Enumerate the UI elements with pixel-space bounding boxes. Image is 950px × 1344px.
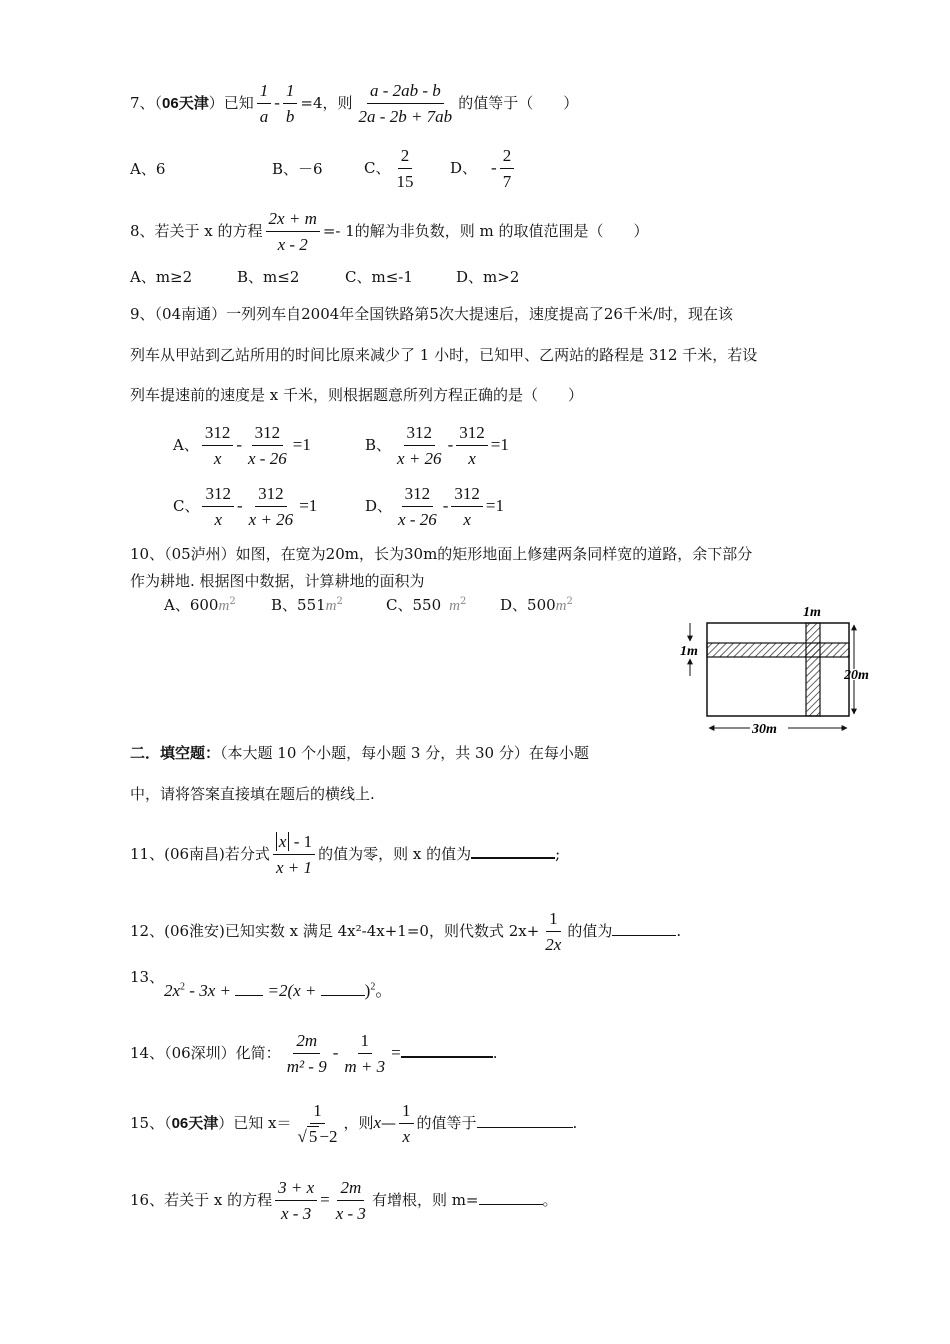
q8-option-c[interactable]: C、m≤-1: [345, 268, 413, 286]
fraction: $\frac{312}{x}$: [451, 483, 483, 531]
source-tag: 06天津: [162, 94, 209, 112]
q9-option-d[interactable]: D、 $\frac{312}{x - 26}$ - $\frac{312}{x}$ =1: [365, 484, 505, 530]
question-9-line-1: 9、（04南通）一列列车自2004年全国铁路第5次大提速后，速度提高了26千米/时，现在该: [130, 305, 733, 323]
top-width-label: 1m: [803, 605, 821, 620]
fraction: $\frac{312}{x + 26}$: [248, 484, 294, 530]
fraction: $\frac{x - 1}{x + 1}$: [273, 831, 315, 879]
q9-option-a[interactable]: A、 $\frac{312}{x}$ - $\frac{312}{x - 26}$ =1: [173, 423, 311, 469]
answer-blank[interactable]: [471, 857, 555, 859]
question-13-expr: $2x^2 - 3x + =2(x + )^2$。: [164, 981, 393, 1000]
q7-option-a[interactable]: A、6: [130, 160, 166, 178]
q7-option-b[interactable]: B、－6: [272, 160, 323, 178]
length-label: 30m: [752, 722, 777, 737]
fraction: $\frac{312}{x}$: [202, 483, 234, 531]
left-width-label: 1m: [680, 644, 698, 659]
q10-option-c[interactable]: C、550 $m^2$: [386, 596, 467, 614]
source-tag: 06天津: [171, 1114, 219, 1132]
fraction: $\frac{312}{x}$: [456, 422, 488, 470]
fraction: $\frac{1}{m + 3}$: [344, 1031, 386, 1077]
question-13-label: 13、: [130, 968, 165, 986]
q9-option-b[interactable]: B、 $\frac{312}{x + 26}$ - $\frac{312}{x}$ =1: [365, 423, 509, 469]
question-9-line-2: 列车从甲站到乙站所用的时间比原来减少了 1 小时，已知甲、乙两站的路程是 312 千米，若设: [130, 346, 758, 364]
question-15: 15、（06天津）已知 x＝ $\frac{1}{√ 5 -2}$ ，则x— $\frac{1}{x}$ 的值等于 .: [130, 1101, 578, 1147]
fraction: $\frac{2x + m}{x - 2}$: [266, 208, 320, 256]
question-7: 7、（06天津）已知 $\frac{1}{a}$ - $\frac{1}{b}$ =4，则 $\frac{a - 2ab - b}{2a - 2b + 7ab}$ 的值等于（ ）: [130, 81, 579, 127]
answer-blank[interactable]: [321, 995, 365, 996]
fraction: $\frac{2m}{x - 3}$: [335, 1178, 366, 1224]
fraction: $\frac{1}{x}$: [399, 1100, 414, 1148]
fraction: $\frac{312}{x}$: [202, 422, 234, 470]
fraction: $\frac{a - 2ab - b}{2a - 2b + 7ab}$: [358, 81, 453, 127]
question-16: 16、若关于 x 的方程 $\frac{3 + x}{x - 3}$ = $\frac{2m}{x - 3}$ 有增根，则 m= 。: [130, 1178, 558, 1224]
question-11: 11、(06南昌)若分式 $\frac{x - 1}{x + 1}$ 的值为零，则 x 的值为 ;: [130, 832, 561, 878]
section-title: 二．填空题：: [130, 745, 221, 762]
q10-option-a[interactable]: A、$600m^2$: [164, 596, 236, 614]
question-10-line-1: 10、（05泸州）如图，在宽为20m，长为30m的矩形地面上修建两条同样宽的道路，余下部分: [130, 545, 753, 563]
q10-option-b[interactable]: B、$551m^2$: [271, 596, 343, 614]
fraction: $\frac{2}{7}$: [500, 145, 515, 193]
section-2-desc: 中，请将答案直接填在题后的横线上.: [130, 785, 375, 803]
vertical-road: [806, 623, 820, 716]
fraction: $\frac{1}{a}$: [257, 80, 272, 128]
q10-option-d[interactable]: D、$500m^2$: [500, 596, 573, 614]
fraction: $\frac{2}{15}$: [396, 146, 414, 192]
answer-blank[interactable]: [235, 995, 263, 996]
question-9-line-3: 列车提速前的速度是 x 千米，则根据题意所列方程正确的是（ ）: [130, 386, 583, 404]
answer-blank[interactable]: [479, 1204, 543, 1205]
field-rectangle: [707, 623, 849, 716]
q8-option-a[interactable]: A、m≥2: [130, 268, 193, 286]
fraction: $\frac{1}{b}$: [283, 80, 298, 128]
question-8: 8、若关于 x 的方程 $\frac{2x + m}{x - 2}$ =- 1的解为非负数，则 m 的取值范围是（ ）: [130, 209, 649, 255]
answer-blank[interactable]: [612, 935, 676, 936]
q8-option-d[interactable]: D、m>2: [456, 268, 520, 286]
q8-option-b[interactable]: B、m≤2: [237, 268, 300, 286]
answer-blank[interactable]: [401, 1056, 493, 1058]
fraction: $\frac{312}{x + 26}$: [397, 423, 442, 469]
question-12: 12、(06淮安)已知实数 x 满足 4x²-4x+1=0，则代数式 2x+ $\frac{1}{2x}$ 的值为 .: [130, 909, 682, 955]
q7-option-d[interactable]: D、 - $\frac{2}{7}$: [450, 145, 517, 193]
q7-option-c[interactable]: C、 $\frac{2}{15}$: [364, 145, 419, 193]
field-diagram: [670, 600, 900, 740]
section-2-heading: 二．填空题：（本大题 10 个小题，每小题 3 分，共 30 分）在每小题: [130, 744, 589, 762]
question-10-line-2: 作为耕地. 根据图中数据，计算耕地的面积为: [130, 572, 425, 590]
fraction: $\frac{3 + x}{x - 3}$: [275, 1177, 317, 1225]
question-14: 14、（06深圳）化简： $\frac{2m}{\text{m² - 9}}$ - $\frac{1}{m + 3}$ = .: [130, 1031, 498, 1077]
answer-blank[interactable]: [477, 1127, 573, 1128]
fraction: $\frac{1}{2x}$: [545, 909, 562, 955]
fraction: $\frac{2m}{\text{m² - 9}}$: [286, 1031, 327, 1077]
q9-option-c[interactable]: C、 $\frac{312}{x}$ - $\frac{312}{x + 26}$ =1: [173, 484, 318, 530]
height-label: 20m: [844, 668, 869, 683]
fraction: $\frac{1}{√ 5 -2}$: [297, 1101, 338, 1147]
fraction: $\frac{312}{x - 26}$: [248, 423, 287, 469]
horizontal-road: [707, 643, 849, 657]
fraction: $\frac{312}{x - 26}$: [398, 484, 437, 530]
